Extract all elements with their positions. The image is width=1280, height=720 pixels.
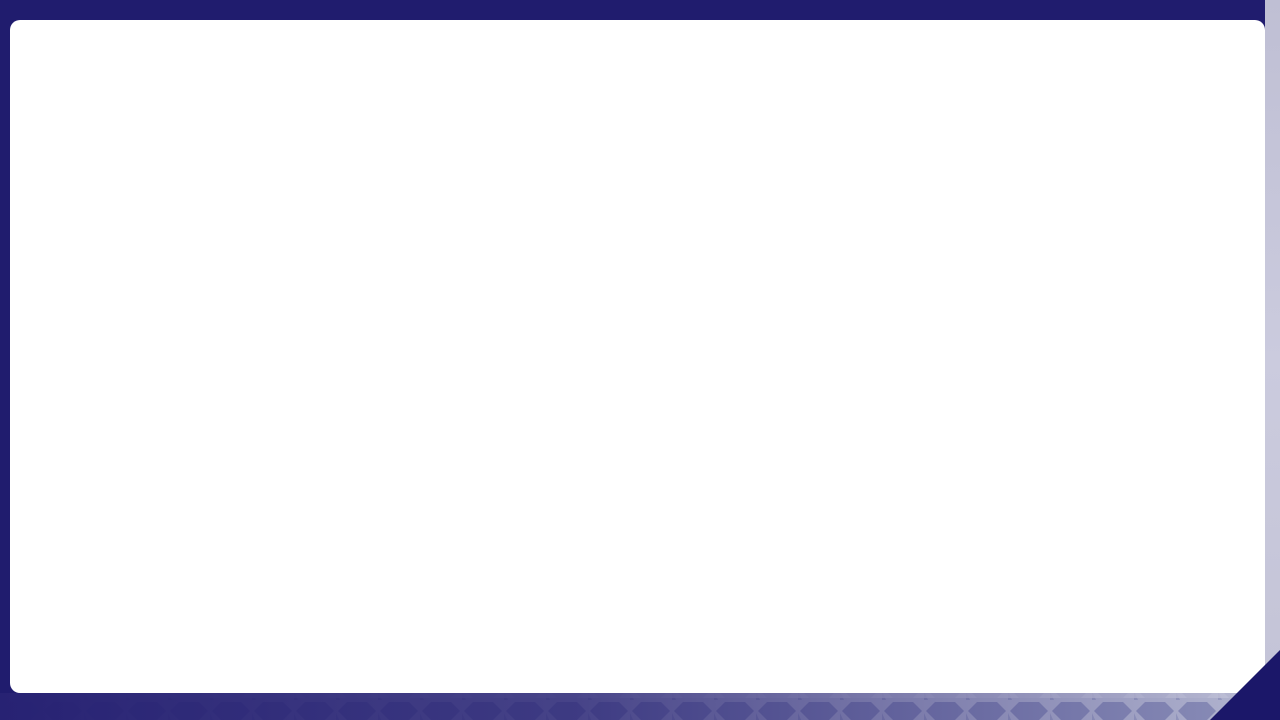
slide-card (10, 20, 1265, 693)
corner-triangle-decoration (1210, 650, 1280, 720)
footer-pattern-graphic (0, 693, 1280, 720)
right-edge-strip (1265, 0, 1280, 720)
footer-pattern (0, 693, 1280, 720)
